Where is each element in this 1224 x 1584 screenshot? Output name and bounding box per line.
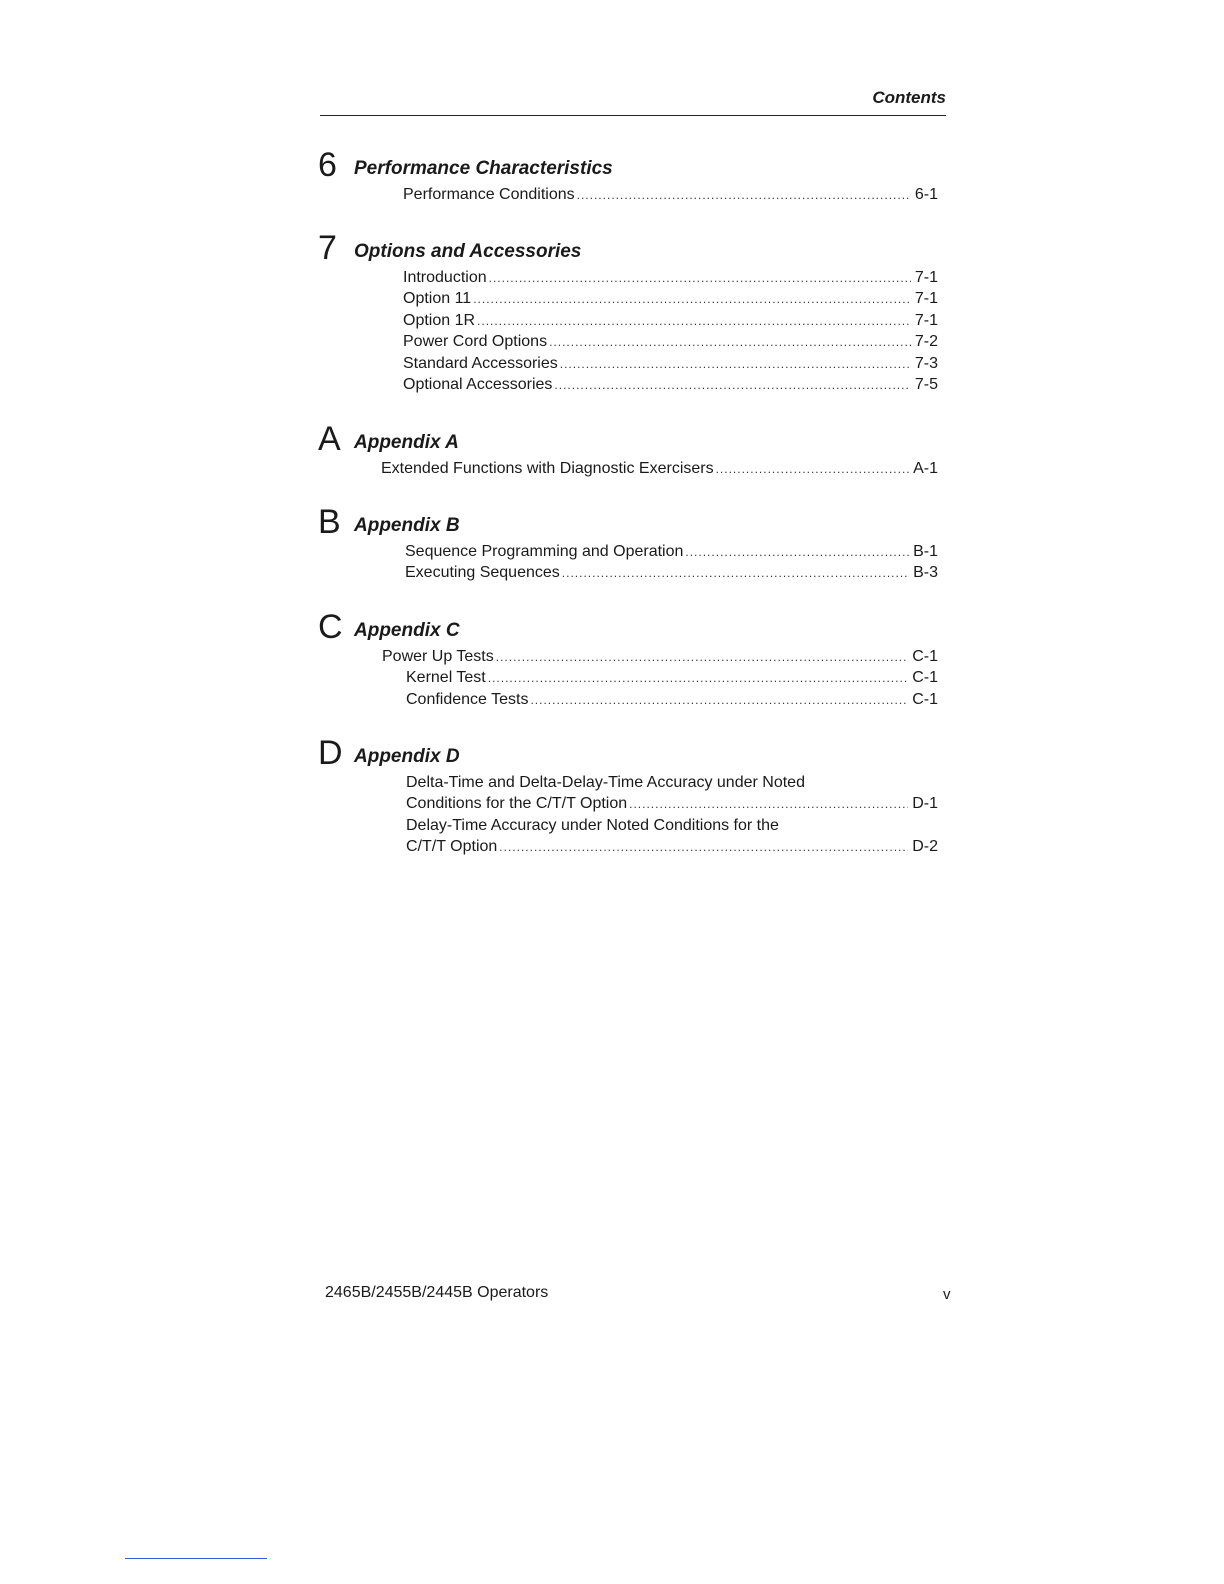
footer-page-number: v [943,1286,951,1303]
dot-leader [629,794,908,815]
entry-page: 7-1 [914,290,938,308]
dot-leader [499,837,908,858]
running-head: Contents [320,88,946,116]
chapter-title[interactable]: Performance Characteristics [354,158,613,179]
dot-leader [496,647,908,668]
entry-page: A-1 [913,460,938,477]
entry-page: C-1 [912,669,938,687]
chapter-heading [318,734,958,770]
chapter-heading [318,229,958,265]
bottom-rule [125,1558,267,1559]
chapter-heading [318,503,958,539]
entry-list [318,772,938,858]
dot-leader [530,690,908,711]
entry-title-line[interactable]: Delta-Time and Delta-Delay-Time Accuracy under Noted [406,774,805,791]
entry-page: 7-1 [914,311,938,329]
toc-appendix-c [318,608,958,710]
entry-page: B-1 [913,543,938,560]
appendix-letter: B [318,503,341,541]
appendix-letter: D [318,734,343,772]
entry-title-line[interactable]: Delay-Time Accuracy under Noted Conditions for the [406,816,779,834]
dot-leader [549,332,911,353]
entry-title: Confidence Tests [406,690,529,708]
toc-entry[interactable] [406,793,938,814]
entry-page: 7-1 [914,269,938,286]
toc-entry[interactable] [403,184,938,205]
entry-page: C-1 [912,690,938,708]
toc-entry[interactable] [403,331,938,352]
dot-leader [716,459,910,480]
footer-manual-title: 2465B/2455B/2445B Operators [325,1284,549,1301]
entry-page: D-2 [912,838,938,856]
entry-title: Option 1R [403,311,476,329]
entry-page: 7-3 [914,354,938,372]
chapter-title[interactable]: Appendix B [354,515,460,536]
entry-title: Executing Sequences [405,564,560,582]
toc-entry[interactable] [405,562,938,583]
entry-list [318,646,938,710]
chapter-number: 6 [318,146,337,184]
appendix-letter: A [318,420,341,458]
entry-list [318,267,938,395]
chapter-heading [318,608,958,644]
appendix-letter: C [318,608,343,646]
entry-title: Power Cord Options [403,333,548,351]
chapter-title[interactable]: Appendix D [354,746,460,767]
entry-title: Introduction [403,269,487,286]
toc-entry[interactable] [405,541,938,562]
chapter-heading [318,420,958,456]
toc-entry[interactable] [403,310,938,331]
chapter-heading [318,146,958,182]
dot-leader [577,185,911,206]
entry-list [318,541,938,584]
dot-leader [488,668,908,689]
toc-entry[interactable] [382,667,938,688]
entry-title: Sequence Programming and Operation [405,543,684,560]
toc-appendix-a [318,420,958,479]
dot-leader [562,563,909,584]
toc-entry[interactable] [403,288,938,309]
entry-title: Optional Accessories [403,375,553,393]
entry-title: Kernel Test [406,669,486,687]
entry-title: Standard Accessories [403,354,558,372]
chapter-title[interactable]: Options and Accessories [354,241,582,262]
entry-list [318,184,938,205]
entry-title: Conditions for the C/T/T Option [406,795,628,813]
entry-title: Extended Functions with Diagnostic Exercisers [381,460,714,477]
toc-entry[interactable] [406,836,938,857]
dot-leader [554,375,910,396]
toc-entry[interactable] [381,458,938,479]
entry-page: 7-5 [914,375,938,393]
entry-page: 7-2 [914,333,938,351]
dot-leader [685,542,909,563]
dot-leader [477,311,911,332]
toc-appendix-d [318,734,958,858]
entry-title: Power Up Tests [382,648,494,665]
chapter-title[interactable]: Appendix A [354,432,459,453]
toc-chapter-6 [318,146,958,205]
entry-page: C-1 [912,648,938,665]
entry-page: 6-1 [914,186,938,203]
entry-title: C/T/T Option [406,838,498,856]
toc-entry[interactable] [382,689,938,710]
toc-entry[interactable] [403,267,938,288]
entry-page: B-3 [913,564,938,582]
entry-title: Option 11 [403,290,472,308]
chapter-number: 7 [318,229,337,267]
toc-entry[interactable] [403,353,938,374]
dot-leader [473,289,911,310]
entry-title: Performance Conditions [403,186,575,203]
chapter-title[interactable]: Appendix C [354,620,460,641]
dot-leader [560,354,911,375]
toc-appendix-b [318,503,958,584]
entry-list [318,458,938,479]
entry-page: D-1 [912,795,938,813]
toc-entry[interactable] [403,374,938,395]
dot-leader [489,268,911,289]
toc-chapter-7 [318,229,958,395]
toc-entry[interactable] [382,646,938,667]
